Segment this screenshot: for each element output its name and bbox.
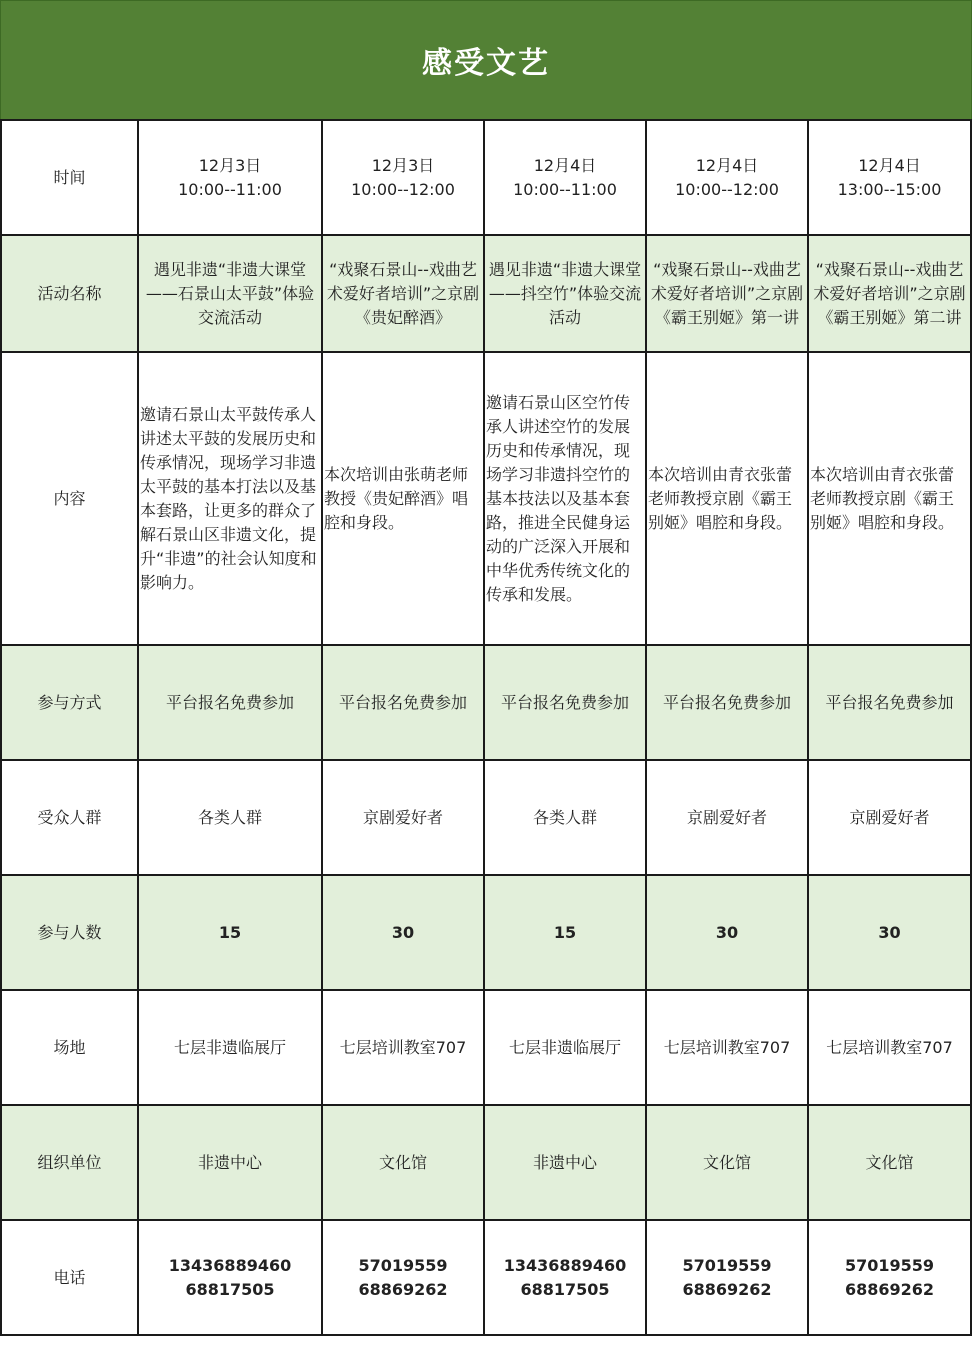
cell-method-1: 平台报名免费参加 xyxy=(138,645,322,760)
cell-content-3: 邀请石景山区空竹传承人讲述空竹的发展历史和传承情况，现场学习非遗抖空竹的基本技法以及基本套路，推进全民健身运动的广泛深入开展和中华优秀传统文化的传承和发展。 xyxy=(484,352,646,645)
cell-line: 12月4日 xyxy=(858,155,921,175)
cell-method-3: 平台报名免费参加 xyxy=(484,645,646,760)
cell-phone-1 xyxy=(138,1220,322,1335)
cell-content-1: 邀请石景山太平鼓传承人讲述太平鼓的发展历史和传承情况，现场学习非遗太平鼓的基本打法以及基本套路，让更多的群众了解石景山区非遗文化，提升“非遗”的社会认知度和影响力。 xyxy=(138,352,322,645)
cell-line: 13436889460 xyxy=(168,1255,292,1275)
cell-name-1: 遇见非遗“非遗大课堂——石景山太平鼓”体验交流活动 xyxy=(138,235,322,352)
cell-name-2: “戏聚石景山--戏曲艺术爱好者培训”之京剧《贵妃醉酒》 xyxy=(322,235,484,352)
table-row-org xyxy=(1,1105,971,1220)
cell-line: 68817505 xyxy=(185,1279,275,1299)
cell-time-4 xyxy=(646,120,808,235)
table-row-venue xyxy=(1,990,971,1105)
cell-name-3: 遇见非遗“非遗大课堂——抖空竹”体验交流活动 xyxy=(484,235,646,352)
cell-venue-1: 七层非遗临展厅 xyxy=(138,990,322,1105)
cell-line: 68869262 xyxy=(844,1279,935,1299)
cell-org-2: 文化馆 xyxy=(322,1105,484,1220)
row-label-phone: 电话 xyxy=(1,1220,138,1335)
cell-line: 10:00--11:00 xyxy=(178,179,282,199)
cell-count-1: 15 xyxy=(138,875,322,990)
cell-time-1 xyxy=(138,120,322,235)
cell-line: 57019559 xyxy=(682,1255,772,1275)
cell-count-3: 15 xyxy=(484,875,646,990)
cell-line: 13:00--15:00 xyxy=(837,179,942,199)
cell-time-2 xyxy=(322,120,484,235)
cell-method-5: 平台报名免费参加 xyxy=(808,645,971,760)
cell-method-2: 平台报名免费参加 xyxy=(322,645,484,760)
cell-line: 12月4日 xyxy=(695,155,759,175)
row-label-audience: 受众人群 xyxy=(1,760,138,875)
cell-name-5: “戏聚石景山--戏曲艺术爱好者培训”之京剧《霸王别姬》第二讲 xyxy=(808,235,971,352)
table-row-time xyxy=(1,120,971,235)
row-label-org: 组织单位 xyxy=(1,1105,138,1220)
cell-content-5: 本次培训由青衣张蕾老师教授京剧《霸王别姬》唱腔和身段。 xyxy=(808,352,971,645)
cell-audience-5: 京剧爱好者 xyxy=(808,760,971,875)
cell-venue-4: 七层培训教室707 xyxy=(646,990,808,1105)
cell-line: 68869262 xyxy=(358,1279,448,1299)
cell-line: 12月4日 xyxy=(533,155,597,175)
cell-name-4: “戏聚石景山--戏曲艺术爱好者培训”之京剧《霸王别姬》第一讲 xyxy=(646,235,808,352)
cell-phone-5 xyxy=(808,1220,971,1335)
table-row-method xyxy=(1,645,971,760)
cell-phone-3 xyxy=(484,1220,646,1335)
cell-audience-1: 各类人群 xyxy=(138,760,322,875)
table-row-count xyxy=(1,875,971,990)
row-label-content: 内容 xyxy=(1,352,138,645)
cell-line: 12月3日 xyxy=(371,155,435,175)
cell-line: 68817505 xyxy=(520,1279,610,1299)
cell-count-5: 30 xyxy=(808,875,971,990)
cell-line: 57019559 xyxy=(358,1255,448,1275)
cell-audience-4: 京剧爱好者 xyxy=(646,760,808,875)
cell-line: 57019559 xyxy=(844,1255,935,1275)
row-label-count: 参与人数 xyxy=(1,875,138,990)
cell-count-2: 30 xyxy=(322,875,484,990)
table-body xyxy=(1,120,971,1335)
cell-org-4: 文化馆 xyxy=(646,1105,808,1220)
schedule-table xyxy=(0,119,972,1336)
table-row-name xyxy=(1,235,971,352)
table-row-audience xyxy=(1,760,971,875)
cell-line: 13436889460 xyxy=(503,1255,627,1275)
cell-phone-4 xyxy=(646,1220,808,1335)
cell-content-4: 本次培训由青衣张蕾老师教授京剧《霸王别姬》唱腔和身段。 xyxy=(646,352,808,645)
cell-time-5 xyxy=(808,120,971,235)
cell-line: 68869262 xyxy=(682,1279,772,1299)
cell-phone-2 xyxy=(322,1220,484,1335)
table-row-phone xyxy=(1,1220,971,1335)
cell-venue-2: 七层培训教室707 xyxy=(322,990,484,1105)
cell-org-5: 文化馆 xyxy=(808,1105,971,1220)
table-row-content xyxy=(1,352,971,645)
cell-line: 12月3日 xyxy=(198,155,262,175)
cell-org-1: 非遗中心 xyxy=(138,1105,322,1220)
row-label-method: 参与方式 xyxy=(1,645,138,760)
cell-line: 10:00--12:00 xyxy=(351,179,455,199)
cell-method-4: 平台报名免费参加 xyxy=(646,645,808,760)
cell-audience-3: 各类人群 xyxy=(484,760,646,875)
page-title: 感受文艺 xyxy=(422,46,550,81)
cell-line: 10:00--11:00 xyxy=(513,179,617,199)
cell-org-3: 非遗中心 xyxy=(484,1105,646,1220)
cell-time-3 xyxy=(484,120,646,235)
row-label-time: 时间 xyxy=(1,120,138,235)
cell-venue-3: 七层非遗临展厅 xyxy=(484,990,646,1105)
row-label-name: 活动名称 xyxy=(1,235,138,352)
cell-content-2: 本次培训由张萌老师教授《贵妃醉酒》唱腔和身段。 xyxy=(322,352,484,645)
title-banner xyxy=(0,0,972,120)
cell-line: 10:00--12:00 xyxy=(675,179,779,199)
cell-venue-5: 七层培训教室707 xyxy=(808,990,971,1105)
row-label-venue: 场地 xyxy=(1,990,138,1105)
cell-count-4: 30 xyxy=(646,875,808,990)
cell-audience-2: 京剧爱好者 xyxy=(322,760,484,875)
